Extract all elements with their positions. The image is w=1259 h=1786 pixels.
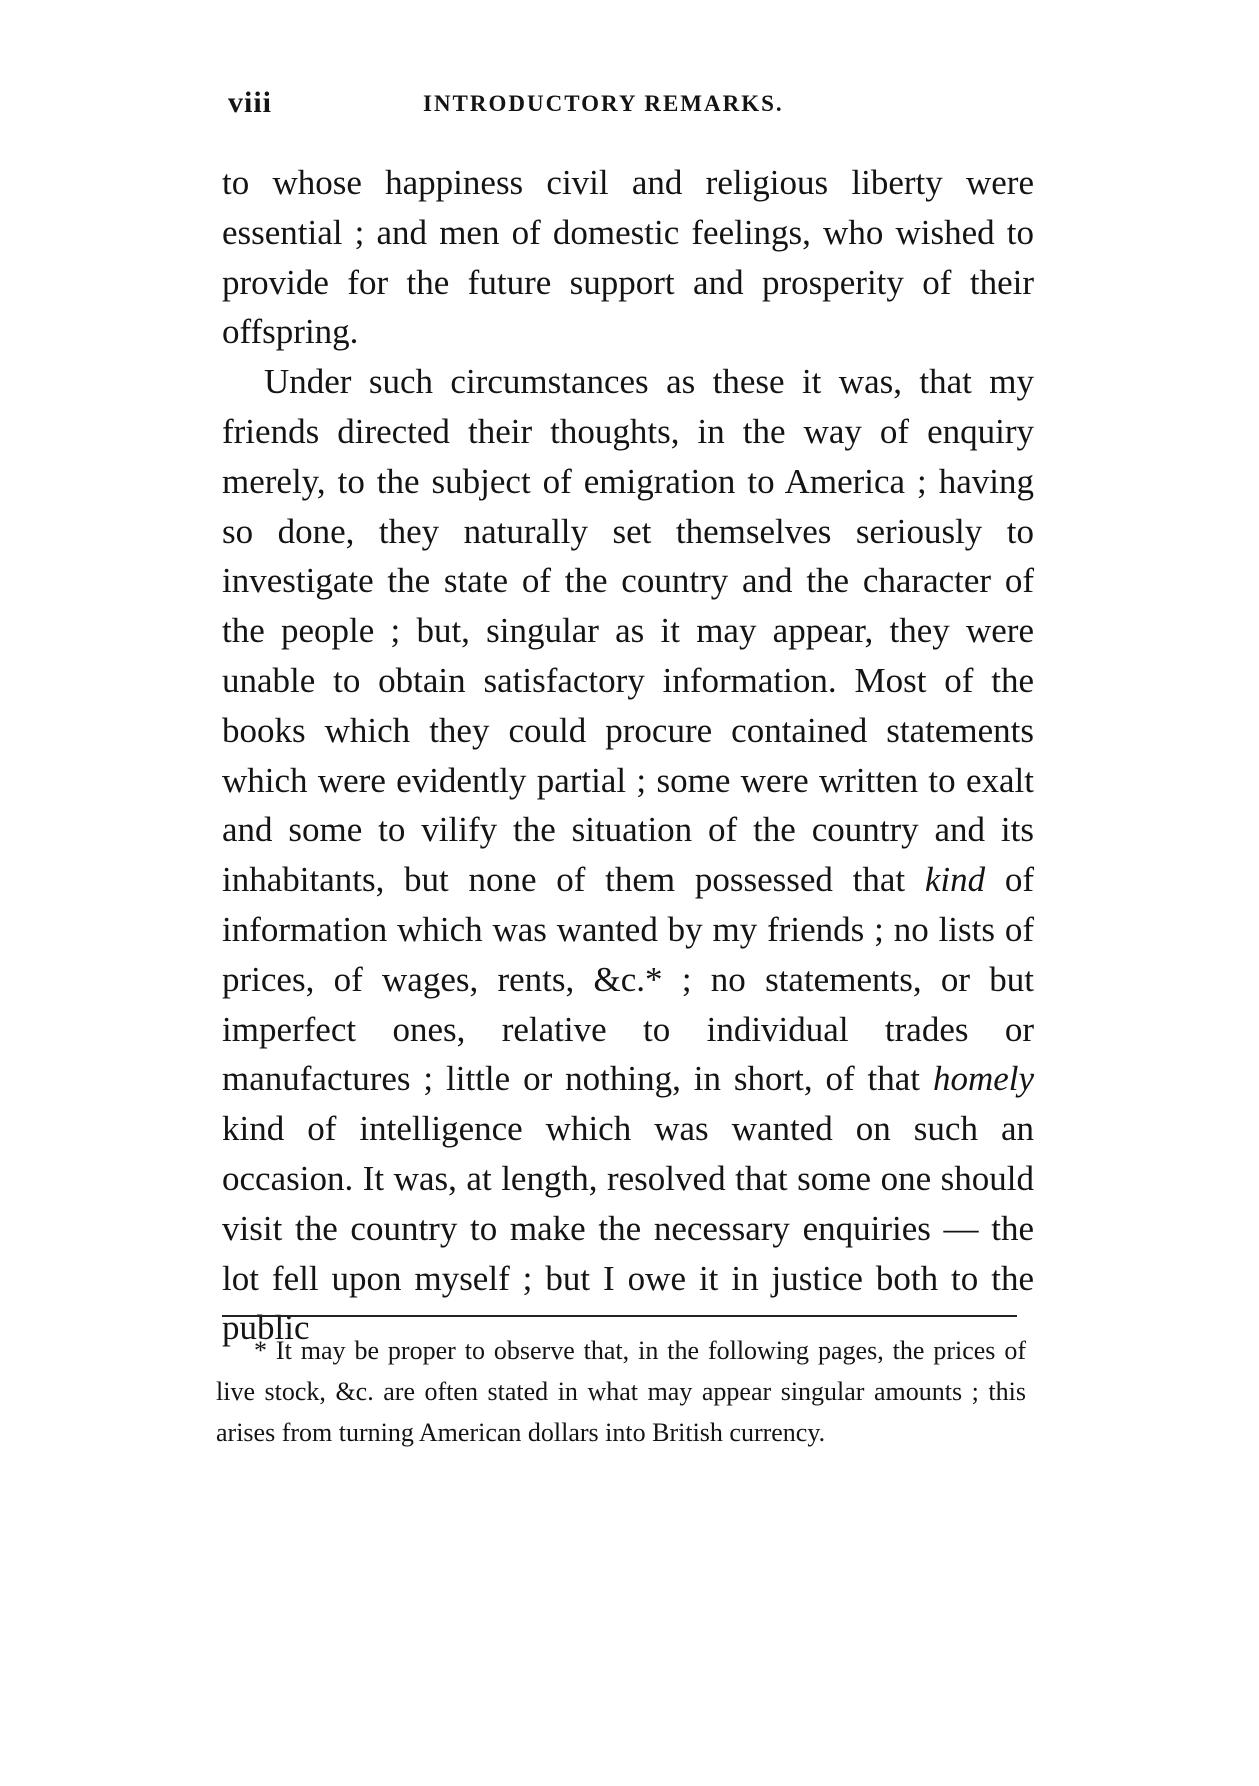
paragraph-text-part-b: of information which was wanted by my friends ; no lists of prices, of wages, rents, &c.* ; no statements, or but imperfect ones, relative to individual trades or manufactures ; little or nothing, in short, of that — [222, 860, 1035, 1099]
paragraph-text-part-a: Under such circumstances as these it was, that my friends directed their thoughts, in the way of enquiry merely, to the subject of emigration to America ; having so done, they naturally set themselves seriously to investigate the state of the country and the character of the people ; but, singular as it may appear, they were unable to obtain satisfactory information. Most of the books which they could procure contained statements which were evidently partial ; some were written to exalt and some to vilify the situation of the country and its inhabitants, but none of them possessed that — [222, 362, 1034, 900]
footnote — [216, 1330, 1026, 1453]
running-title: INTRODUCTORY REMARKS. — [423, 91, 784, 116]
page-header — [228, 86, 1048, 126]
paragraph-text-part-c: kind of intelligence which was wanted on such an occasion. It was, at length, resolved that some one should visit the country to make the necessary enquiries — the lot fell upon myself ; but I owe it in justice both to the public — [222, 1109, 1034, 1348]
italic-homely: homely — [932, 1059, 1035, 1099]
italic-kind: kind — [924, 860, 986, 900]
page-number: viii — [228, 86, 273, 119]
footnote-rule — [222, 1315, 1017, 1317]
paragraph-emigration — [222, 357, 1034, 1353]
paragraph-continued: to whose happiness civil and religious liberty were essential ; and men of domestic feelings, who wished to provide for the future support and prosperity of their offspring. — [222, 163, 1034, 352]
body-text — [222, 158, 1034, 1353]
footnote-text: * It may be proper to observe that, in the following pages, the prices of live stock, &c. are often stated in what may appear singular amounts ; this arises from turning American dollars into British currency. — [216, 1336, 1026, 1447]
